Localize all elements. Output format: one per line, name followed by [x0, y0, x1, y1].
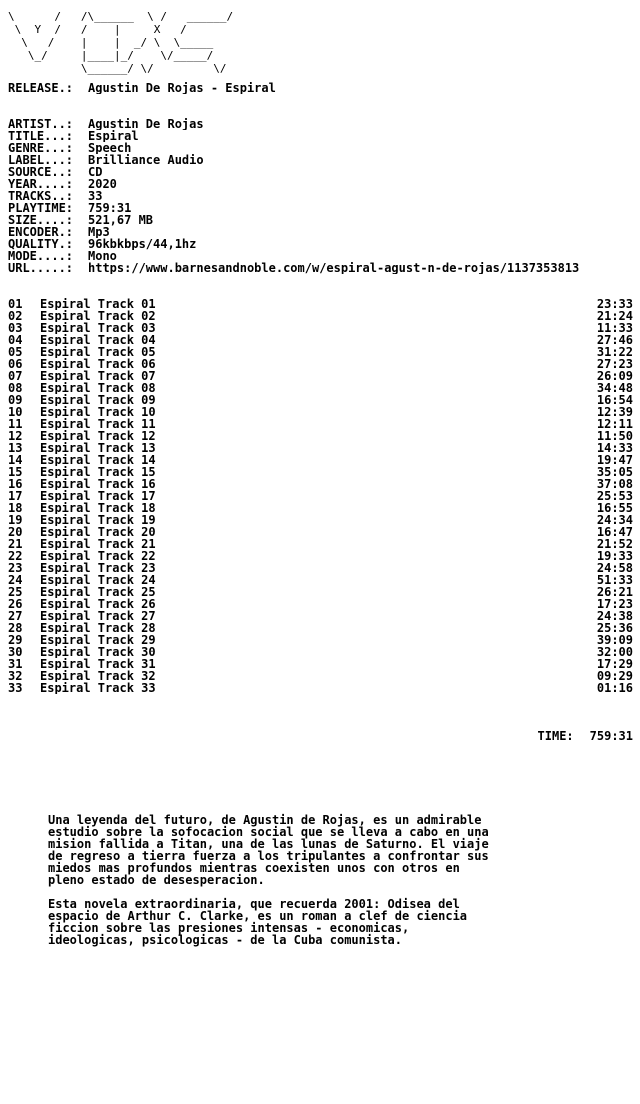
- info-key: GENRE...:: [8, 142, 74, 154]
- track-duration: 51:33: [596, 574, 633, 586]
- track-duration: 12:39: [596, 406, 633, 418]
- track-duration: 23:33: [596, 298, 633, 310]
- track-title: Espiral Track 29: [40, 634, 156, 646]
- track-number: 32: [8, 670, 23, 682]
- track-number: 01: [8, 298, 23, 310]
- track-title: Espiral Track 12: [40, 430, 156, 442]
- track-number: 14: [8, 454, 23, 466]
- info-value: Agustin De Rojas: [88, 118, 204, 130]
- track-number: 16: [8, 478, 23, 490]
- track-number: 20: [8, 526, 23, 538]
- track-row: [8, 466, 634, 478]
- track-row: [8, 406, 634, 418]
- description-paragraph-2: Esta novela extraordinaria, que recuerda 2001: Odisea del espacio de Arthur C. Clarke, es un roman a clef de ciencia ficcion sobre las presiones intensas - economicas, ideologicas, psicologicas - de la Cuba comunista.: [48, 897, 468, 947]
- track-number: 09: [8, 394, 23, 406]
- track-title: Espiral Track 10: [40, 406, 156, 418]
- info-row: [8, 226, 634, 238]
- nfo-document: [8, 10, 634, 958]
- track-number: 07: [8, 370, 23, 382]
- info-key: LABEL...:: [8, 154, 74, 166]
- info-key: SIZE....:: [8, 214, 74, 226]
- track-title: Espiral Track 33: [40, 682, 156, 694]
- track-title: Espiral Track 18: [40, 502, 156, 514]
- track-title: Espiral Track 11: [40, 418, 156, 430]
- track-row: [8, 622, 634, 634]
- release-value: Agustin De Rojas - Espiral: [88, 82, 276, 94]
- track-number: 24: [8, 574, 23, 586]
- track-title: Espiral Track 21: [40, 538, 156, 550]
- info-row: [8, 214, 634, 226]
- description-paragraph-1: Una leyenda del futuro, de Agustin de Rojas, es un admirable estudio sobre la sofocacion social que se lleva a cabo en una mision fallida a Titan, una de las lunas de Saturno. El viaje de regreso a tierra fuerza a los tripulantes a confrontar sus miedos mas profundos mientras coexisten unos con otros en pleno estado de desesperacion.: [48, 813, 489, 887]
- track-title: Espiral Track 01: [40, 298, 156, 310]
- info-row: [8, 154, 634, 166]
- track-number: 27: [8, 610, 23, 622]
- track-title: Espiral Track 27: [40, 610, 156, 622]
- track-row: [8, 682, 634, 694]
- track-duration: 26:21: [596, 586, 633, 598]
- info-key: ENCODER.:: [8, 226, 74, 238]
- release-key: RELEASE.:: [8, 82, 74, 94]
- track-title: Espiral Track 31: [40, 658, 156, 670]
- track-title: Espiral Track 14: [40, 454, 156, 466]
- track-row: [8, 310, 634, 322]
- track-number: 04: [8, 334, 23, 346]
- track-number: 17: [8, 490, 23, 502]
- track-title: Espiral Track 05: [40, 346, 156, 358]
- track-duration: 19:47: [596, 454, 633, 466]
- info-value: 521,67 MB: [88, 214, 154, 226]
- track-number: 30: [8, 646, 23, 658]
- track-number: 18: [8, 502, 23, 514]
- track-row: [8, 610, 634, 622]
- release-line: [8, 82, 634, 94]
- track-title: Espiral Track 15: [40, 466, 156, 478]
- track-row: [8, 598, 634, 610]
- track-duration: 25:53: [596, 490, 633, 502]
- track-duration: 16:47: [596, 526, 633, 538]
- info-key: TRACKS..:: [8, 190, 74, 202]
- info-row: [8, 202, 634, 214]
- track-number: 03: [8, 322, 23, 334]
- info-row: [8, 166, 634, 178]
- track-title: Espiral Track 19: [40, 514, 156, 526]
- track-duration: 31:22: [596, 346, 633, 358]
- track-row: [8, 358, 634, 370]
- track-duration: 32:00: [596, 646, 633, 658]
- track-title: Espiral Track 26: [40, 598, 156, 610]
- track-row: [8, 382, 634, 394]
- track-duration: 24:34: [596, 514, 633, 526]
- track-row: [8, 562, 634, 574]
- track-title: Espiral Track 28: [40, 622, 156, 634]
- track-row: [8, 478, 634, 490]
- total-time: [8, 730, 634, 742]
- track-duration: 01:16: [596, 682, 633, 694]
- info-key: QUALITY.:: [8, 238, 74, 250]
- track-title: Espiral Track 32: [40, 670, 156, 682]
- track-duration: 17:23: [596, 598, 633, 610]
- info-value: https://www.barnesandnoble.com/w/espiral-agust-n-de-rojas/1137353813: [88, 262, 580, 274]
- track-title: Espiral Track 16: [40, 478, 156, 490]
- track-duration: 34:48: [596, 382, 633, 394]
- info-row: [8, 250, 634, 262]
- track-duration: 16:55: [596, 502, 633, 514]
- track-row: [8, 550, 634, 562]
- info-value: 2020: [88, 178, 117, 190]
- track-number: 11: [8, 418, 23, 430]
- track-duration: 16:54: [596, 394, 633, 406]
- track-row: [8, 658, 634, 670]
- info-key: PLAYTIME:: [8, 202, 74, 214]
- track-title: Espiral Track 17: [40, 490, 156, 502]
- info-key: MODE....:: [8, 250, 74, 262]
- info-value: Brilliance Audio: [88, 154, 204, 166]
- info-row: [8, 178, 634, 190]
- track-duration: 14:33: [596, 442, 633, 454]
- track-number: 19: [8, 514, 23, 526]
- track-title: Espiral Track 25: [40, 586, 156, 598]
- track-number: 23: [8, 562, 23, 574]
- info-value: 33: [88, 190, 103, 202]
- track-duration: 11:50: [596, 430, 633, 442]
- track-duration: 25:36: [596, 622, 633, 634]
- track-title: Espiral Track 20: [40, 526, 156, 538]
- track-row: [8, 574, 634, 586]
- track-row: [8, 346, 634, 358]
- track-number: 31: [8, 658, 23, 670]
- track-title: Espiral Track 24: [40, 574, 156, 586]
- info-value: 96kbkbps/44,1hz: [88, 238, 197, 250]
- info-row: [8, 262, 634, 274]
- info-key: YEAR....:: [8, 178, 74, 190]
- track-duration: 37:08: [596, 478, 633, 490]
- track-row: [8, 298, 634, 310]
- track-row: [8, 514, 634, 526]
- info-value: CD: [88, 166, 103, 178]
- track-number: 21: [8, 538, 23, 550]
- track-duration: 21:24: [596, 310, 633, 322]
- track-duration: 12:11: [596, 418, 633, 430]
- info-key: ARTIST..:: [8, 118, 74, 130]
- track-duration: 21:52: [596, 538, 633, 550]
- track-title: Espiral Track 13: [40, 442, 156, 454]
- track-row: [8, 634, 634, 646]
- track-row: [8, 538, 634, 550]
- track-duration: 09:29: [596, 670, 633, 682]
- track-row: [8, 490, 634, 502]
- track-row: [8, 502, 634, 514]
- track-row: [8, 442, 634, 454]
- info-key: SOURCE..:: [8, 166, 74, 178]
- ascii-logo: \ / /\______ \ / ______/ \ Y / / | X / \ / | | _/ \ \_____ \_/ |____|_/ \/_____/ \______/ \/ \/: [8, 10, 234, 75]
- info-key: URL.....:: [8, 262, 74, 274]
- info-value: Espiral: [88, 130, 139, 142]
- info-value: Mono: [88, 250, 117, 262]
- track-duration: 11:33: [596, 322, 633, 334]
- info-row: [8, 130, 634, 142]
- track-row: [8, 322, 634, 334]
- track-number: 25: [8, 586, 23, 598]
- info-row: [8, 142, 634, 154]
- track-title: Espiral Track 02: [40, 310, 156, 322]
- track-number: 29: [8, 634, 23, 646]
- total-time-value: 759:31: [589, 730, 633, 742]
- track-duration: 24:58: [596, 562, 633, 574]
- track-title: Espiral Track 22: [40, 550, 156, 562]
- track-title: Espiral Track 09: [40, 394, 156, 406]
- track-number: 13: [8, 442, 23, 454]
- track-title: Espiral Track 07: [40, 370, 156, 382]
- track-title: Espiral Track 30: [40, 646, 156, 658]
- total-time-label: TIME:: [537, 730, 574, 742]
- track-row: [8, 370, 634, 382]
- track-title: Espiral Track 06: [40, 358, 156, 370]
- info-row: [8, 190, 634, 202]
- track-duration: 19:33: [596, 550, 633, 562]
- track-duration: 27:23: [596, 358, 633, 370]
- track-duration: 24:38: [596, 610, 633, 622]
- track-row: [8, 586, 634, 598]
- track-number: 26: [8, 598, 23, 610]
- info-value: 759:31: [88, 202, 132, 214]
- info-value: Speech: [88, 142, 132, 154]
- track-number: 22: [8, 550, 23, 562]
- track-duration: 39:09: [596, 634, 633, 646]
- track-number: 33: [8, 682, 23, 694]
- track-row: [8, 454, 634, 466]
- track-number: 08: [8, 382, 23, 394]
- track-row: [8, 670, 634, 682]
- track-title: Espiral Track 08: [40, 382, 156, 394]
- description: [48, 814, 498, 946]
- track-row: [8, 394, 634, 406]
- track-row: [8, 526, 634, 538]
- info-key: TITLE...:: [8, 130, 74, 142]
- track-number: 28: [8, 622, 23, 634]
- track-number: 15: [8, 466, 23, 478]
- info-row: [8, 238, 634, 250]
- track-duration: 26:09: [596, 370, 633, 382]
- track-title: Espiral Track 23: [40, 562, 156, 574]
- track-list: [8, 298, 634, 694]
- track-number: 12: [8, 430, 23, 442]
- track-number: 06: [8, 358, 23, 370]
- track-row: [8, 334, 634, 346]
- info-block: [8, 118, 634, 274]
- track-title: Espiral Track 03: [40, 322, 156, 334]
- info-value: Mp3: [88, 226, 110, 238]
- info-row: [8, 118, 634, 130]
- track-row: [8, 430, 634, 442]
- track-duration: 35:05: [596, 466, 633, 478]
- track-title: Espiral Track 04: [40, 334, 156, 346]
- track-duration: 17:29: [596, 658, 633, 670]
- track-number: 02: [8, 310, 23, 322]
- track-row: [8, 646, 634, 658]
- track-row: [8, 418, 634, 430]
- track-number: 05: [8, 346, 23, 358]
- track-number: 10: [8, 406, 23, 418]
- track-duration: 27:46: [596, 334, 633, 346]
